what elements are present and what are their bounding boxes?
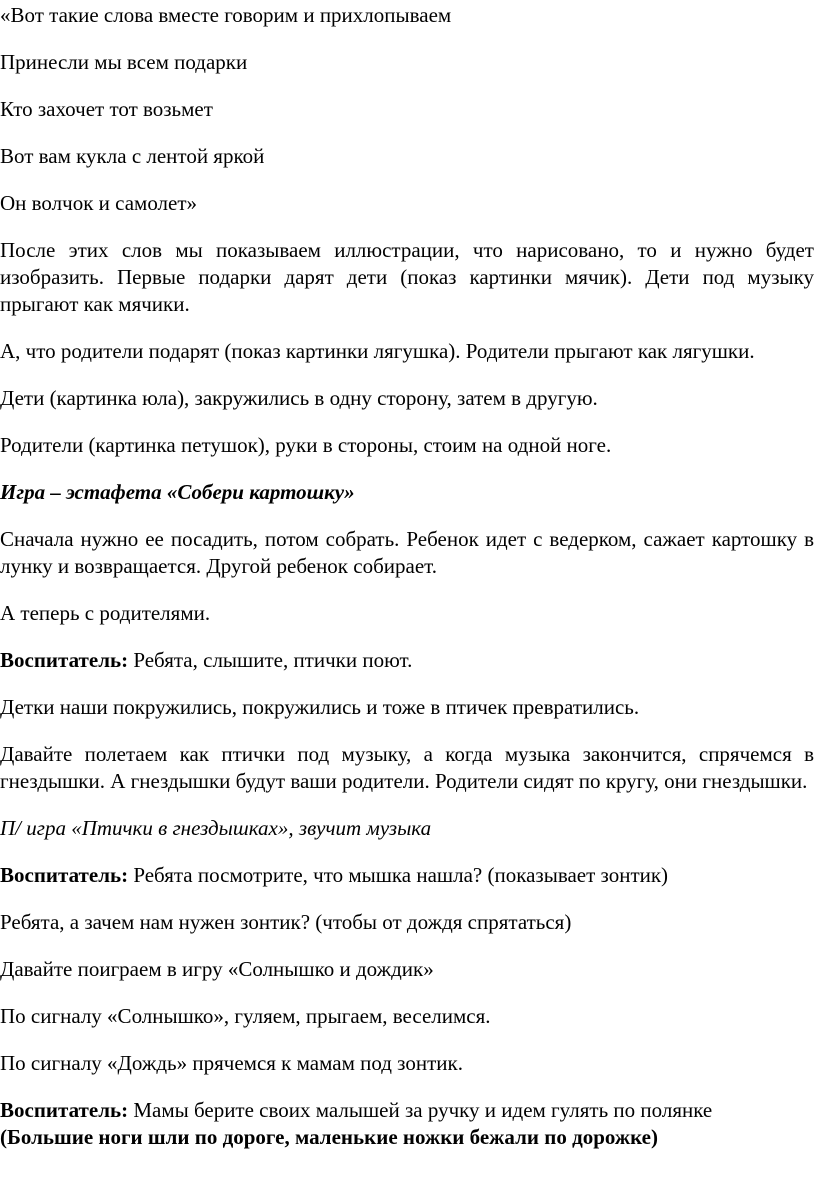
poem-line-1: «Вот такие слова вместе говорим и прихлопываем — [0, 3, 452, 27]
paragraph-with-parents: А теперь с родителями. — [0, 601, 211, 625]
paragraph-children-top: Дети (картинка юла), закружились в одну сторону, затем в другую. — [0, 386, 598, 410]
speaker-text: Ребята посмотрите, что мышка нашла? (показывает зонтик) — [128, 863, 669, 887]
poem-line-5: Он волчок и самолет» — [0, 191, 198, 215]
section-heading-birds-game: П/ игра «Птички в гнездышках», звучит музыка — [0, 816, 432, 840]
section-heading-relay: Игра – эстафета «Собери картошку» — [0, 480, 355, 504]
speaker-label: Воспитатель: — [0, 648, 129, 672]
speaker-label: Воспитатель: — [0, 863, 129, 887]
paragraph-umbrella-question: Ребята, а зачем нам нужен зонтик? (чтобы от дождя спрятаться) — [0, 910, 572, 934]
speaker-text: Ребята, слышите, птички поют. — [128, 648, 413, 672]
poem-line-3: Кто захочет тот возьмет — [0, 97, 213, 121]
poem-line-2: Принесли мы всем подарки — [0, 50, 248, 74]
paragraph-parents-rooster: Родители (картинка петушок), руки в стороны, стоим на одной ноге. — [0, 433, 612, 457]
paragraph-illustrations: После этих слов мы показываем иллюстрации, что нарисовано, то и нужно будет изобразить. Первые подарки дарят дети (показ картинки мячик). Дети под музыку прыгают как мячики. — [0, 238, 814, 316]
paragraph-teacher-walk — [0, 1097, 814, 1124]
paragraph-teacher-umbrella — [0, 862, 814, 889]
speaker-label: Воспитатель: — [0, 1098, 129, 1122]
paragraph-rain-signal: По сигналу «Дождь» прячемся к мамам под зонтик. — [0, 1051, 463, 1075]
paragraph-children-birds: Детки наши покружились, покружились и тоже в птичек превратились. — [0, 695, 640, 719]
paragraph-parents-frog: А, что родители подарят (показ картинки лягушка). Родители прыгают как лягушки. — [0, 339, 755, 363]
paragraph-big-feet: (Большие ноги шли по дороге, маленькие ножки бежали по дорожке) — [0, 1125, 658, 1149]
poem-line-4: Вот вам кукла с лентой яркой — [0, 144, 265, 168]
paragraph-sun-rain-game: Давайте поиграем в игру «Солнышко и дождик» — [0, 957, 434, 981]
paragraph-potato: Сначала нужно ее посадить, потом собрать. Ребенок идет с ведерком, сажает картошку в лунку и возвращается. Другой ребенок собирает. — [0, 527, 814, 578]
speaker-text: Мамы берите своих малышей за ручку и идем гулять по полянке — [128, 1098, 713, 1122]
paragraph-teacher-birds — [0, 647, 814, 674]
paragraph-fly-nests: Давайте полетаем как птички под музыку, а когда музыка закончится, спрячемся в гнездышки. А гнездышки будут ваши родители. Родители сидят по кругу, они гнездышки. — [0, 742, 814, 793]
paragraph-sun-signal: По сигналу «Солнышко», гуляем, прыгаем, веселимся. — [0, 1004, 491, 1028]
